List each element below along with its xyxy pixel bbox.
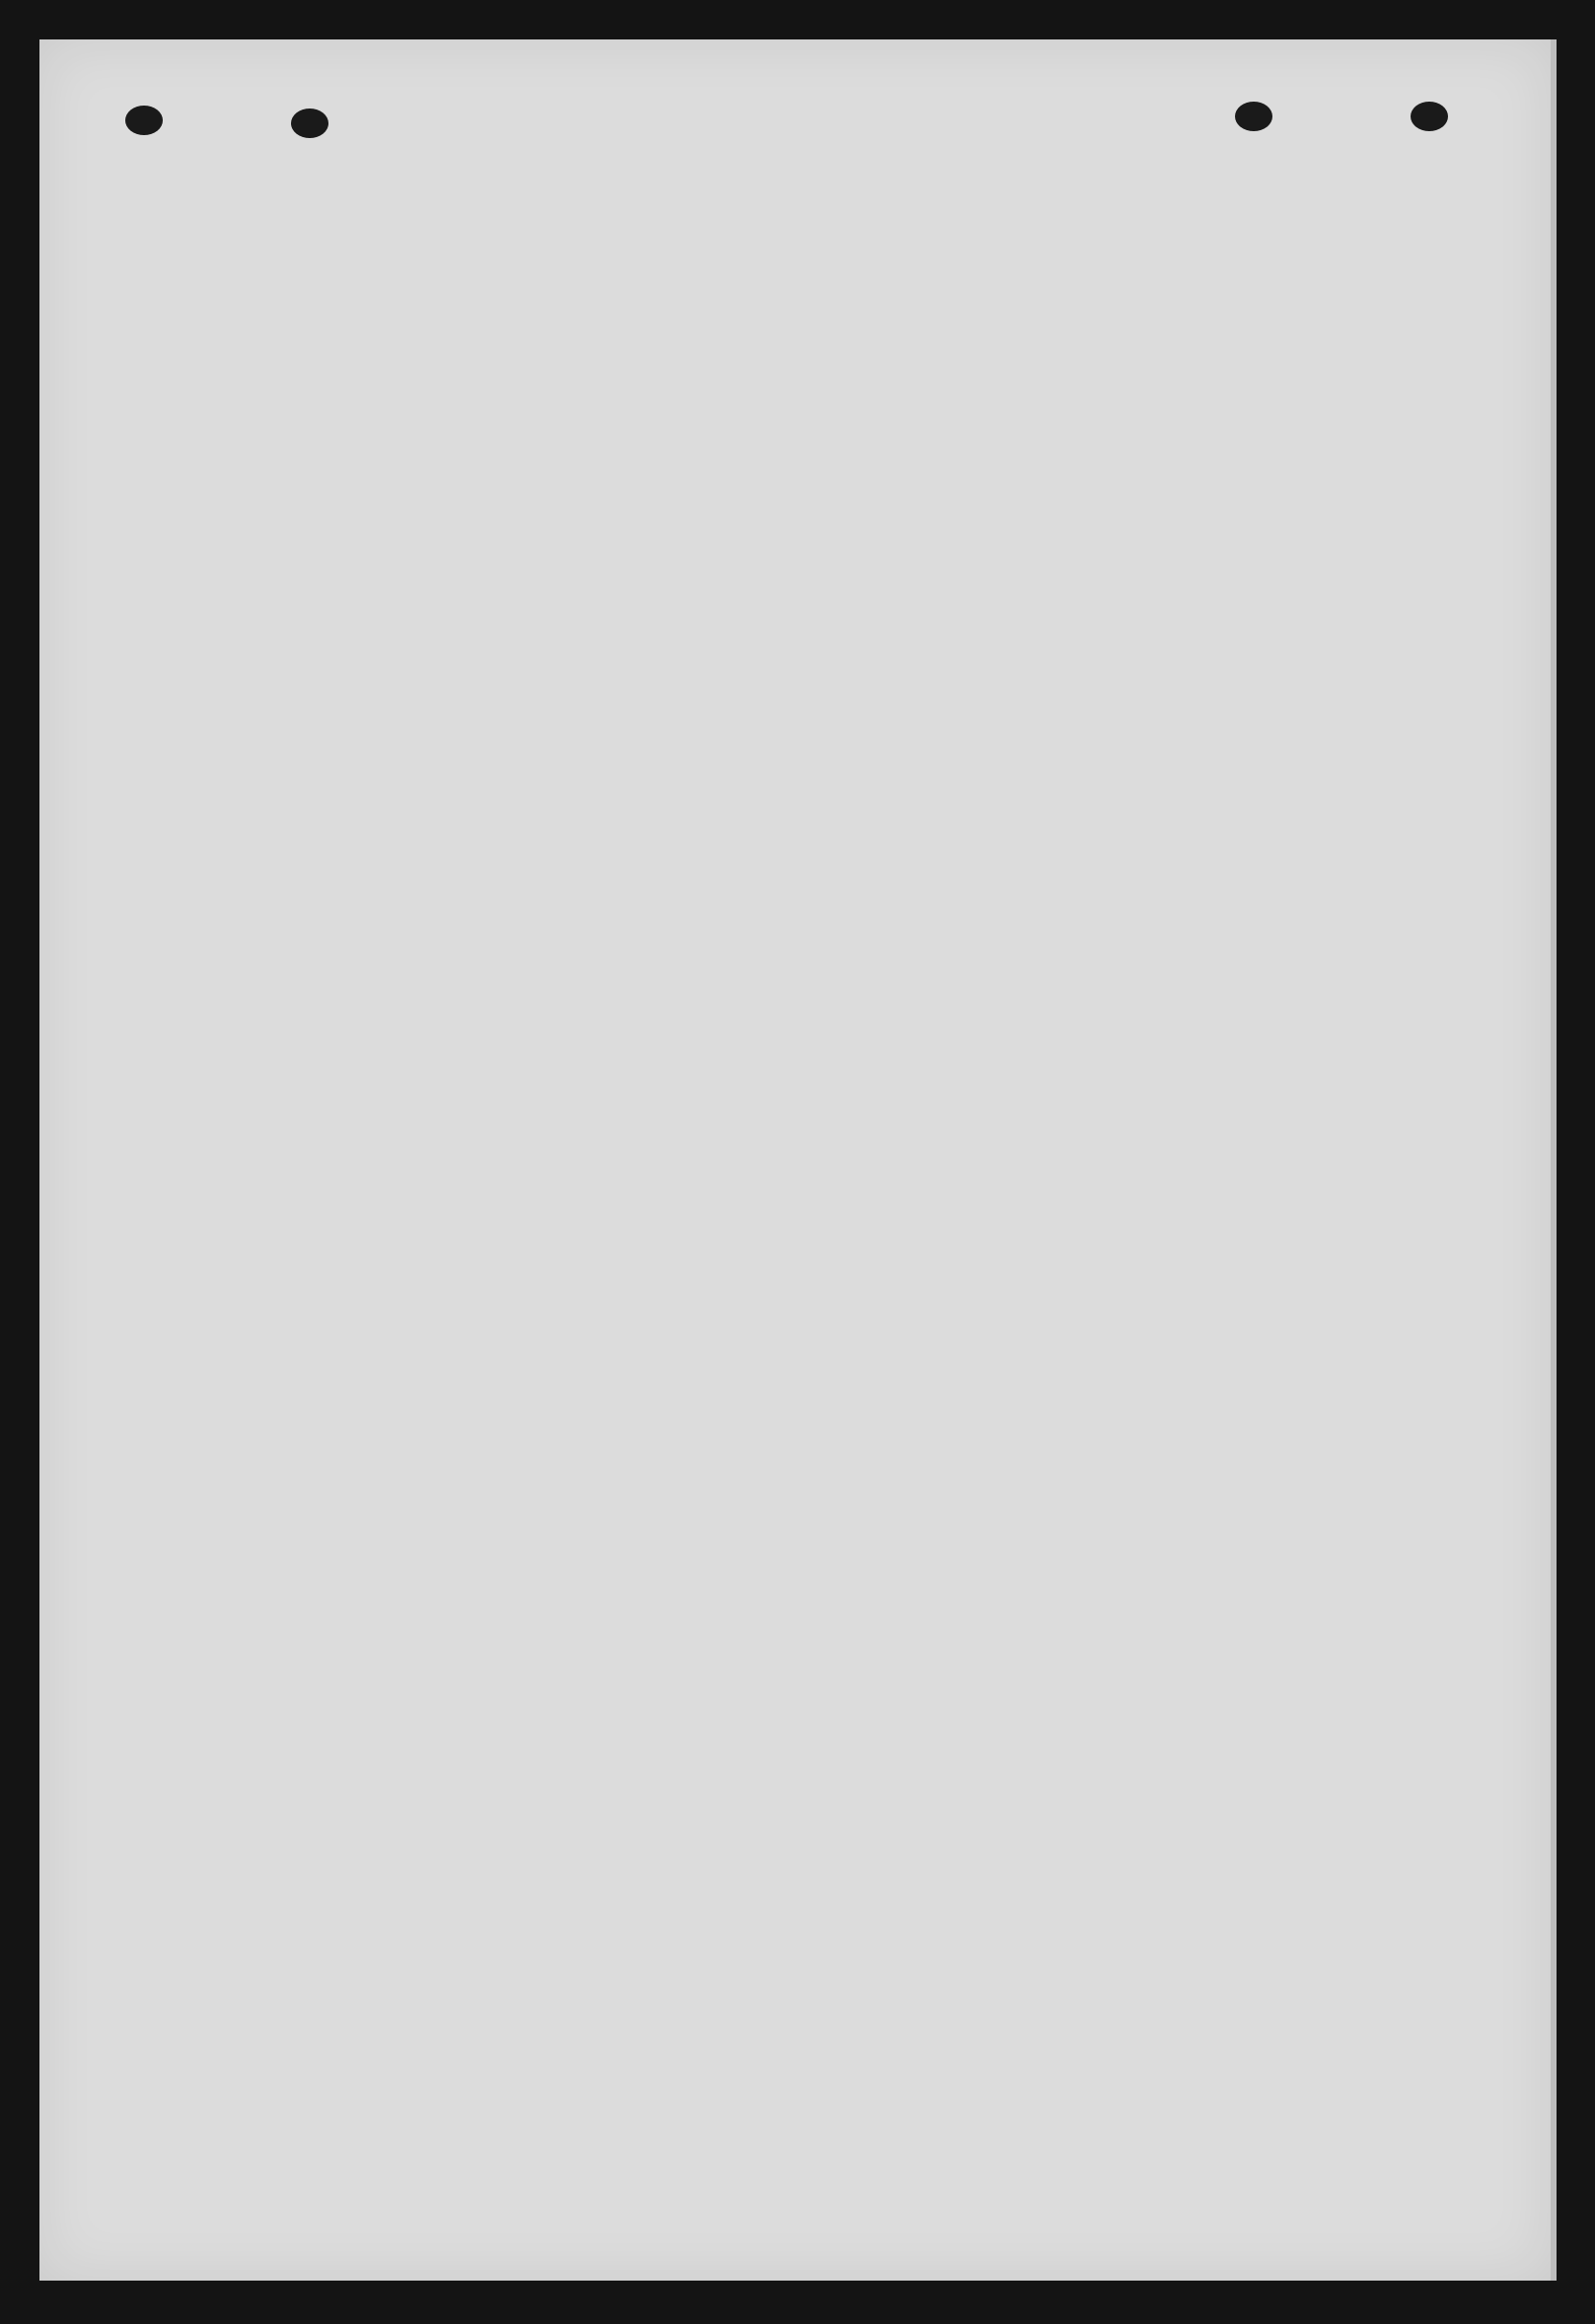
punch-hole [125, 106, 163, 135]
punch-hole [291, 109, 328, 138]
punch-hole [1411, 102, 1448, 131]
page-edge [1551, 39, 1557, 2281]
punch-hole [1235, 102, 1272, 131]
document-page [39, 39, 1551, 2281]
